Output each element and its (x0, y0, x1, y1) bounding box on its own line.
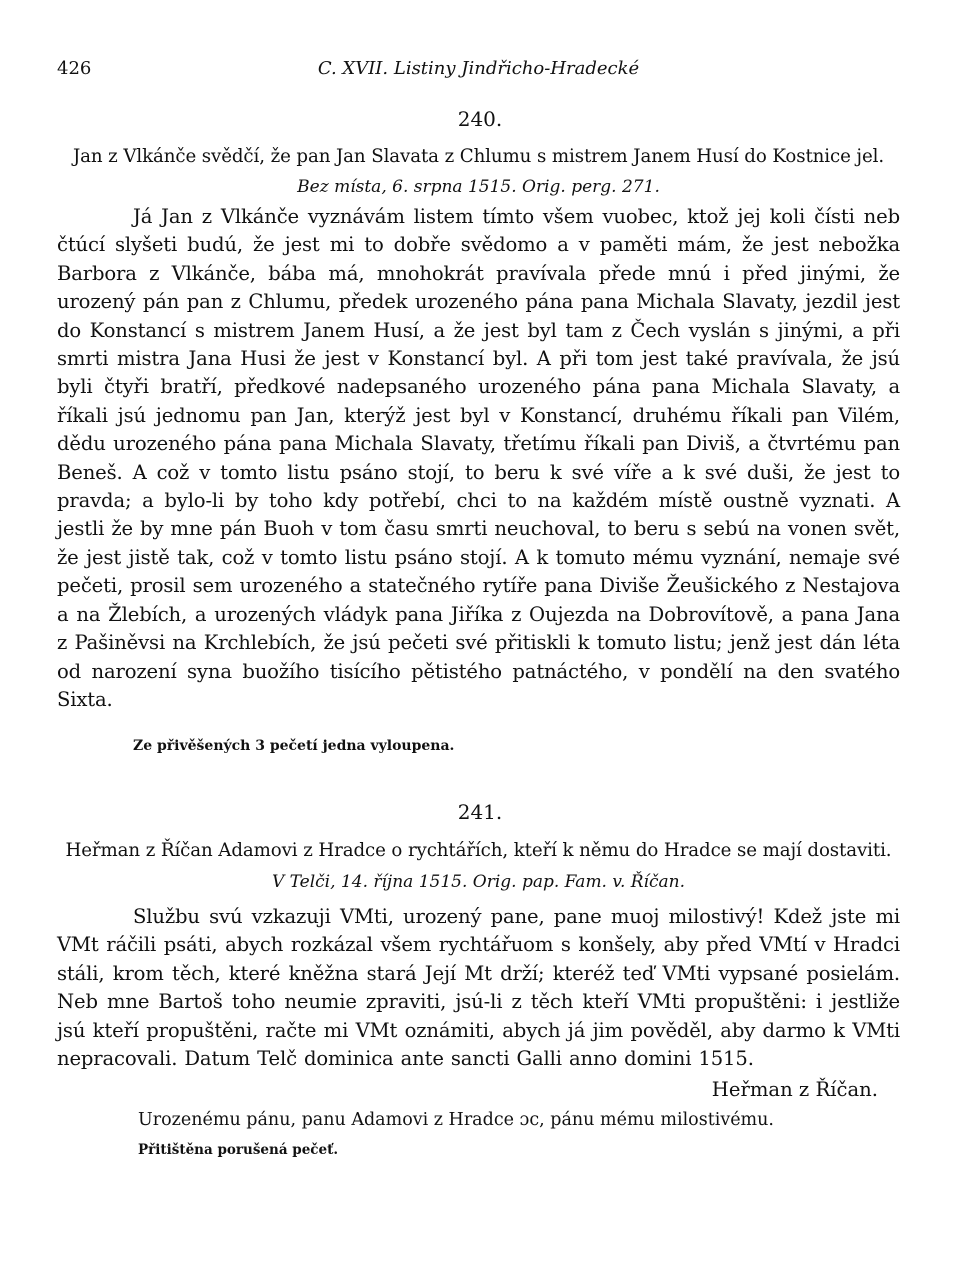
document-number: 241. (457, 800, 503, 824)
document-summary: Jan z Vlkánče svědčí, že pan Jan Slavata z Chlumu s mistrem Janem Husí do Kostnice jel. (72, 146, 885, 167)
signature: Heřman z Říčan. (711, 1078, 878, 1101)
running-title: C. XVII. Listiny Jindřicho-Hradecké (317, 58, 640, 79)
document-note: Přitištěna porušená pečeť. (138, 1142, 339, 1158)
page-number: 426 (57, 58, 92, 79)
document-dating: V Telči, 14. října 1515. Orig. pap. Fam. v. Říčan. (271, 872, 686, 892)
document-paragraph: Službu svú vzkazuji VMti, urozený pane, pane muoj milostivý! Kdež jste mi VMt ráčili psáti, abych rozkázal všem rychtářuom s konšely, aby před VMtí v Hradci stáli, krom těch, které kněžna stará Její Mt drží; kteréž teď VMti vypsané posielám. Neb mne Bartoš toho neumie zpraviti, jsú-li z těch kteří VMti propuštěni: i jestliže jsú kteří propuštěni, račte mi VMt oznámiti, abych já jim pověděl, aby darmo k VMti nepracovali. Datum Telč dominica ante sancti Galli anno domini 1515. (57, 905, 900, 1071)
document-text (57, 203, 900, 714)
document-dating: Bez místa, 6. srpna 1515. Orig. perg. 271. (297, 177, 660, 197)
document-note: Ze přivěšených 3 pečetí jedna vyloupena. (133, 738, 455, 754)
document-paragraph: Já Jan z Vlkánče vyznávám listem tímto všem vuobec, ktož jej koli čísti neb čtúcí slyšeti budú, že jest mi to dobře svědomo a v paměti mám, že jest nebožka Barbora z Vlkánče, bába má, mnohokrát pravívala přede mnú i před jinými, že urozený pán pan z Chlumu, předek urozeného pána pana Michala Slavaty, jezdil jest do Konstancí s mistrem Janem Husí, a že jest byl tam z Čech vyslán s jinými, a při smrti mistra Jana Husi že jest v Konstancí byl. A při tom jest také pravívala, že jsú byli čtyři bratří, předkové nadepsaného urozeného pána pana Michala Slavaty, a říkali jsú jednomu pan Jan, kterýž jest byl v Konstancí, druhému říkali pan Vilém, dědu urozeného pána pana Michala Slavaty, třetímu říkali pan Diviš, a čtvrtému pan Beneš. A což v tomto listu psáno stojí, to beru k své víře a k své duši, že jest to pravda; a bylo-li by toho kdy potřebí, chci to na každém místě oustně vyznati. A jestli že by mne pán Buoh v tom času smrti neuchoval, to beru s sebú na vonen svět, že jest jistě tak, což v tomto listu psáno stojí. A k tomuto mému vyznání, nemaje své pečeti, prosil sem urozeného a statečného rytíře pana Diviše Žeušického z Nestajova a na Žlebích, a urozených vládyk pana Jiříka z Oujezda na Dobrovítově, a pana Jana z Pašiněvsi na Krchlebích, že jsú pečeti své přitiskli k tomuto listu; jenž jest dán léta od narození syna buožího tisícího pětistého patnáctého, v pondělí na den svatého Sixta. (57, 205, 900, 711)
document-text (57, 903, 900, 1073)
document-summary: Heřman z Říčan Adamovi z Hradce o rychtářích, kteří k němu do Hradce se mají dostaviti. (65, 840, 892, 861)
running-head (57, 58, 900, 84)
address-line: Urozenému pánu, panu Adamovi z Hradce ɔc, pánu mému milostivému. (138, 1110, 774, 1130)
document-number: 240. (457, 107, 503, 131)
